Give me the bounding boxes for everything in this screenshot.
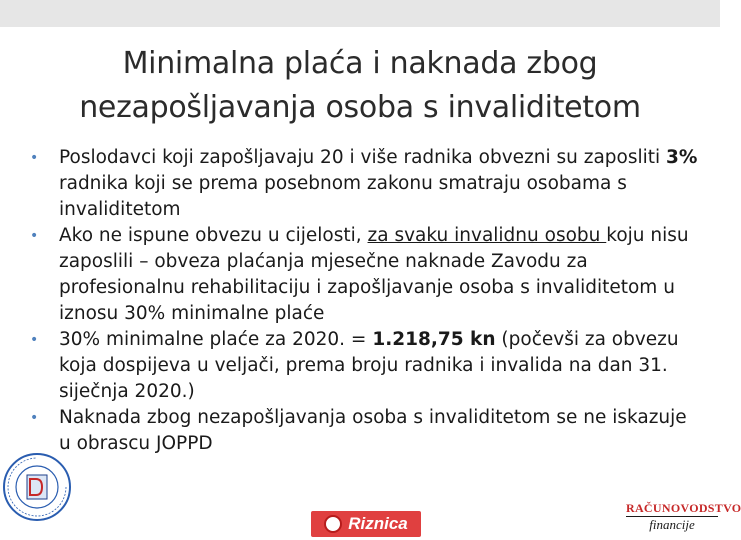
- logo-line-2: financije: [649, 517, 695, 532]
- racunovodstvo-financije-logo: [626, 500, 741, 536]
- bullet-dot-icon: •: [30, 332, 39, 348]
- bullet-dot-icon: •: [30, 410, 39, 426]
- bullet-text: Naknada zbog nezapošljavanja osoba s invaliditetom se ne iskazuje u obrascu JOPPD: [59, 407, 687, 454]
- bullet-text: Poslodavci koji zapošljavaju 20 i više radnika obvezni su zaposliti: [59, 147, 667, 168]
- riznica-logo: [311, 511, 421, 537]
- bullet-bold-text: 3%: [666, 147, 698, 168]
- bullet-bold-text: 1.218,75 kn: [372, 329, 496, 350]
- title-line-2: nezapošljavanja osoba s invaliditetom: [79, 90, 641, 125]
- slide-title: [40, 42, 680, 130]
- bullet-item: [30, 327, 698, 405]
- bullet-text: Ako ne ispune obvezu u cijelosti,: [59, 225, 368, 246]
- riznica-logo-text: Riznica: [348, 514, 408, 533]
- bullet-text: (počevši za obvezu koja dospijeva u veljači, prema broju radnika i invalida na dan 31. siječnja 2020.): [59, 329, 679, 402]
- bullet-text: koju nisu zaposlili – obveza plaćanja mjesečne naknade Zavodu za profesionalnu rehabilitaciju i zapošljavanje osoba s invaliditetom u iznosu 30% minimalne plaće: [59, 225, 689, 324]
- bullet-text: 30% minimalne plaće za 2020. =: [59, 329, 373, 350]
- riznica-emblem-icon: [324, 515, 342, 533]
- bullet-dot-icon: •: [30, 150, 39, 166]
- bullet-text: radnika koji se prema posebnom zakonu smatraju osobama s invaliditetom: [59, 173, 627, 220]
- logo-line-1: RAČUNOVODSTVO: [626, 501, 741, 515]
- bullet-item: [30, 145, 698, 223]
- bullet-dot-icon: •: [30, 228, 39, 244]
- association-seal-logo: [2, 452, 72, 522]
- bullet-underlined-text: za svaku invalidnu osobu: [367, 225, 607, 246]
- top-bar: [0, 0, 720, 27]
- bullet-item: [30, 223, 698, 327]
- bullet-list: [30, 145, 698, 457]
- bullet-item: [30, 405, 698, 457]
- title-line-1: Minimalna plaća i naknada zbog: [122, 46, 598, 81]
